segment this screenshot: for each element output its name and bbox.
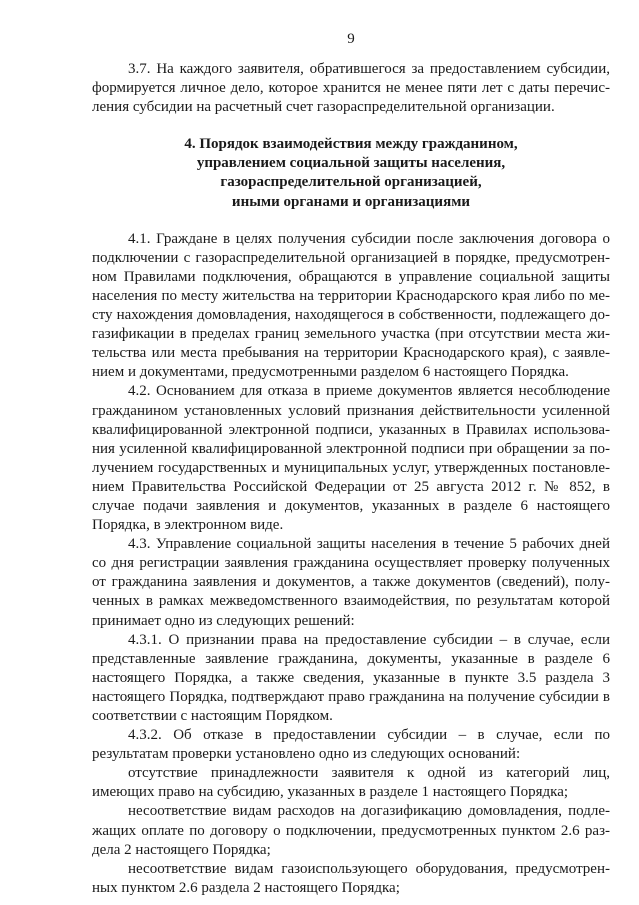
list-item-refusal-reason-1: отсутствие принадлежности заявителя к одной из категорий лиц, имеющих право на субсидию, указанных в разделе 1 настоящего Порядка; [92, 765, 610, 801]
paragraph-4-1: 4.1. Граждане в целях получения субсидии после заключения договора о подключении с газораспределительной организацией в порядке, предусмотренном Правилами подключения, обращаются в управление социальной защиты населения по месту жительства на территории Краснодарского края либо по месту нахождения домовладения, находящегося в собственности, подлежащего догазификации в пределах границ земельного участка (при отсутствии места жительства или места пребывания на территории Краснодарского края), с заявлением и документами, предусмотренными разделом 6 настоящего Порядка. [92, 230, 610, 381]
paragraph-4-3: 4.3. Управление социальной защиты населения в течение 5 рабочих дней со дня регистрации заявления гражданина осуществляет проверку полученных от гражданина заявления и документов, а также документов (сведений), полученных в рамках межведомственного взаимодействия, по результатам которой принимает одно из следующих решений: [92, 536, 610, 629]
list-item-refusal-reason-2: несоответствие видам расходов на догазификацию домовладения, подлежащих оплате по договору о подключении, предусмотренных пунктом 2.6 раздела 2 настоящего Порядка; [92, 803, 610, 858]
paragraph-4-2: 4.2. Основанием для отказа в приеме документов является несоблюдение гражданином установленных условий признания действительности усиленной квалифицированной электронной подписи, указанных в Правилах использования усиленной квалифицированной электронной подписи при обращении за получением государственных и муниципальных услуг, утвержденных постановлением Правительства Российской Федерации от 25 августа 2012 г. № 852, в случае подачи заявления и документов, указанных в разделе 6 настоящего Порядка, в электронном виде. [92, 383, 610, 534]
paragraph-4-3-1: 4.3.1. О признании права на предоставление субсидии – в случае, если представленные заявление гражданина, документы, указанные в разделе 6 настоящего Порядка, а также сведения, указанные в пункте 3.5 раздела 3 настоящего Порядка, подтверждают право гражданина на получение субсидии в соответствии с настоящим Порядком. [92, 631, 610, 724]
heading-line: иными органами и организациями [231, 193, 471, 210]
document-page [92, 0, 610, 905]
heading-line: газораспределительной организацией, [220, 174, 482, 191]
page-number: 9 [347, 31, 355, 47]
heading-line: 4. Порядок взаимодействия между гражданином, [184, 136, 518, 153]
document-body [92, 60, 610, 898]
paragraph-4-3-2: 4.3.2. Об отказе в предоставлении субсидии – в случае, если по результатам проверки установлено одно из следующих оснований: [92, 727, 610, 763]
paragraph-3-7: 3.7. На каждого заявителя, обратившегося за предоставлением субсидии, формируется личное дело, которое хранится не менее пяти лет с даты перечисления субсидии на расчетный счет газораспределительной организации. [92, 61, 610, 116]
section-heading-4 [92, 135, 610, 211]
list-item-refusal-reason-3: несоответствие видам газоиспользующего оборудования, предусмотренных пунктом 2.6 раздела 2 настоящего Порядка; [92, 860, 610, 896]
heading-line: управлением социальной защиты населения, [196, 155, 506, 172]
